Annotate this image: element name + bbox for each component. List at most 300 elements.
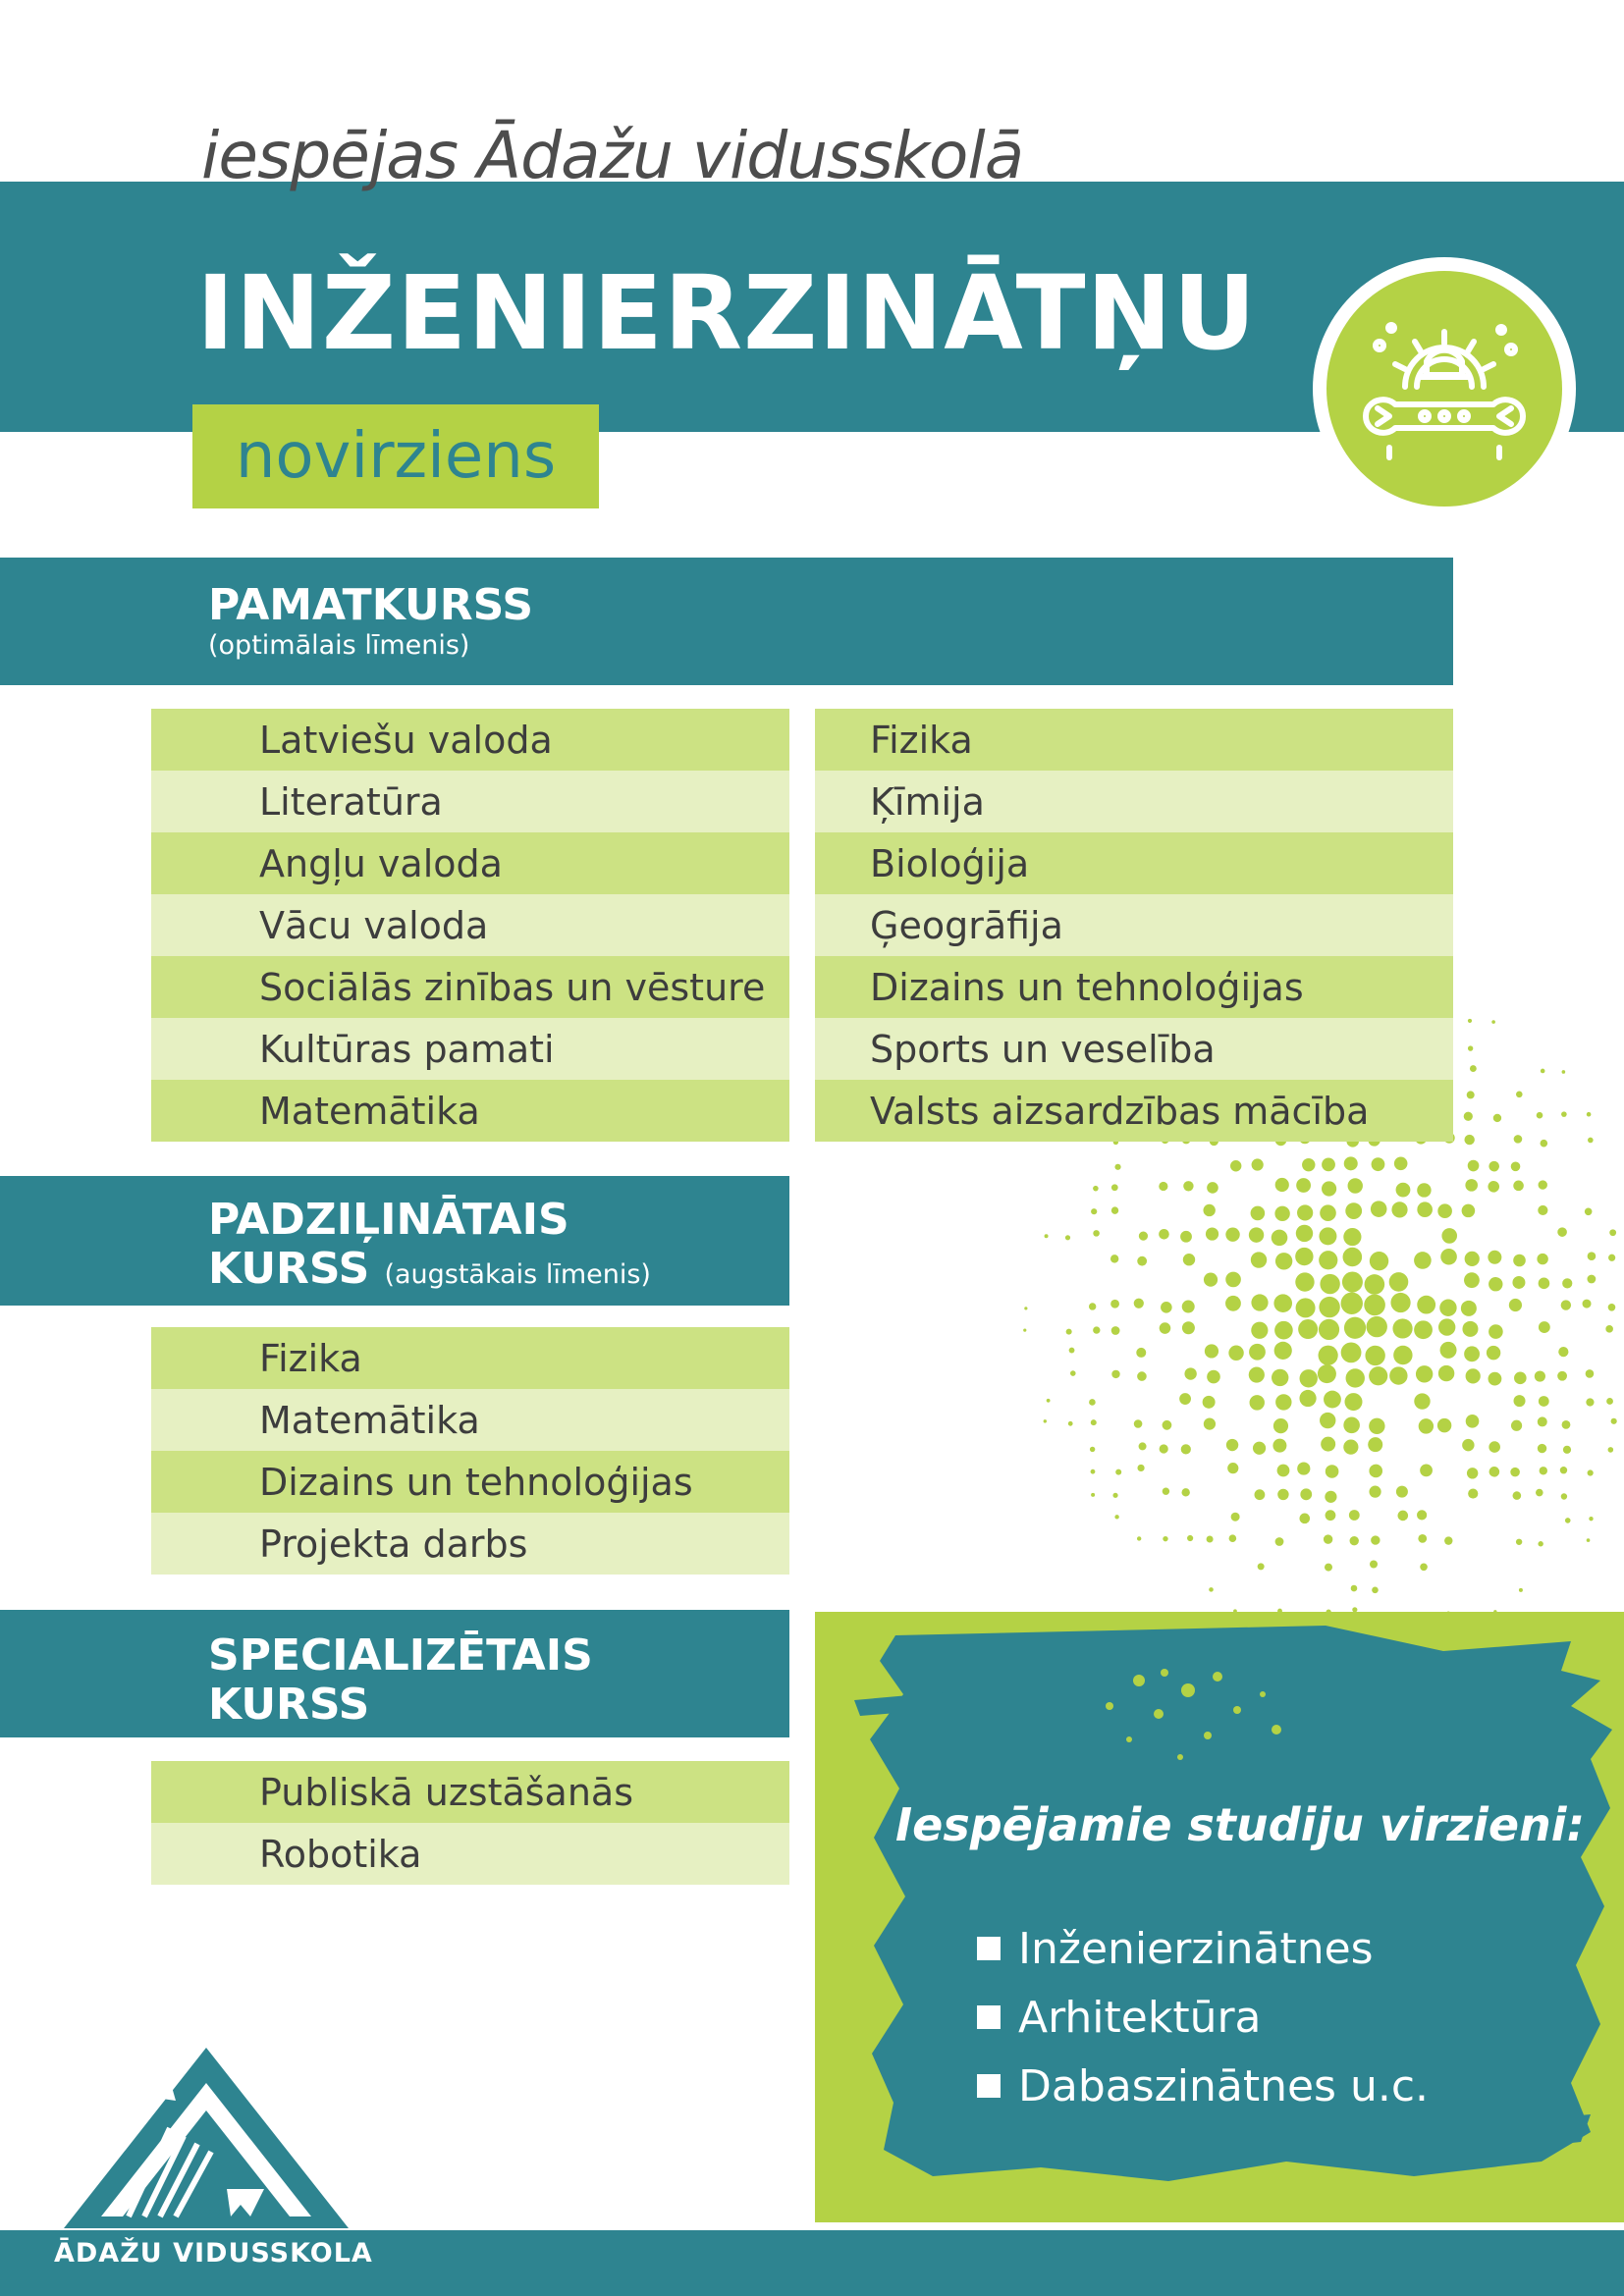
halftone-dot bbox=[1557, 1371, 1567, 1381]
halftone-dot bbox=[1488, 1251, 1501, 1264]
halftone-dot bbox=[1206, 1227, 1218, 1240]
list-item: Fizika bbox=[151, 1327, 789, 1389]
list-item: Fizika bbox=[815, 709, 1453, 771]
list-item: Dizains un tehnoloģijas bbox=[151, 1451, 789, 1513]
school-triangle-logo bbox=[54, 2042, 358, 2228]
specialized-course-title-line1: SPECIALIZĒTAIS bbox=[208, 1630, 593, 1681]
halftone-dot bbox=[1514, 1135, 1523, 1144]
halftone-dot bbox=[1537, 1254, 1547, 1264]
halftone-dot bbox=[1516, 1092, 1523, 1098]
halftone-dot bbox=[1587, 1538, 1591, 1542]
halftone-dot bbox=[1562, 1070, 1566, 1074]
halftone-dot bbox=[1489, 1161, 1499, 1172]
halftone-dot bbox=[1565, 1518, 1571, 1523]
halftone-dot bbox=[1047, 1399, 1051, 1403]
halftone-dot bbox=[1163, 1488, 1169, 1495]
halftone-dot bbox=[1319, 1297, 1339, 1317]
halftone-dot bbox=[1416, 1365, 1433, 1382]
halftone-dot bbox=[1319, 1251, 1337, 1269]
halftone-dot bbox=[1111, 1206, 1118, 1213]
halftone-dot bbox=[1274, 1206, 1289, 1221]
halftone-dot bbox=[1139, 1232, 1148, 1241]
list-item: Dizains un tehnoloģijas bbox=[815, 956, 1453, 1018]
halftone-dot bbox=[1091, 1469, 1096, 1474]
halftone-dot bbox=[1420, 1465, 1433, 1477]
halftone-dot bbox=[1093, 1186, 1099, 1192]
halftone-dot bbox=[1068, 1421, 1073, 1426]
halftone-dot bbox=[1231, 1513, 1240, 1522]
halftone-dot bbox=[1161, 1302, 1172, 1313]
halftone-dot bbox=[1420, 1563, 1428, 1571]
specialized-course-header bbox=[0, 1610, 789, 1737]
halftone-dot bbox=[1023, 1329, 1026, 1332]
halftone-dot bbox=[1273, 1418, 1288, 1433]
halftone-dot bbox=[1112, 1493, 1117, 1498]
halftone-dot bbox=[1091, 1493, 1095, 1497]
list-item: Kultūras pamati bbox=[151, 1018, 789, 1080]
halftone-dot bbox=[1093, 1230, 1100, 1237]
halftone-dot bbox=[1203, 1396, 1216, 1409]
halftone-dot bbox=[1324, 1391, 1341, 1409]
halftone-dot bbox=[1296, 1298, 1316, 1317]
square-bullet-icon bbox=[977, 2074, 1001, 2098]
halftone-dot bbox=[1253, 1442, 1266, 1455]
halftone-dot bbox=[1389, 1366, 1407, 1384]
halftone-dot bbox=[1298, 1319, 1318, 1339]
halftone-dot bbox=[1367, 1316, 1387, 1337]
halftone-dot bbox=[1326, 1465, 1339, 1478]
halftone-dot bbox=[1516, 1539, 1522, 1545]
halftone-dot bbox=[1341, 1342, 1362, 1362]
halftone-dot bbox=[1350, 1536, 1359, 1545]
halftone-dot bbox=[1538, 1541, 1543, 1546]
list-item: Publiskā uzstāšanās bbox=[151, 1761, 789, 1823]
halftone-dot bbox=[1487, 1346, 1500, 1360]
halftone-dot bbox=[1163, 1420, 1172, 1430]
halftone-dot bbox=[1344, 1393, 1362, 1411]
square-bullet-icon bbox=[977, 1937, 1001, 1960]
halftone-dot bbox=[1439, 1300, 1456, 1316]
halftone-dot bbox=[1541, 1140, 1548, 1148]
halftone-dot bbox=[1115, 1469, 1121, 1475]
halftone-dot bbox=[1513, 1181, 1524, 1192]
halftone-dot bbox=[1322, 1157, 1335, 1171]
halftone-dot bbox=[1372, 1587, 1379, 1594]
halftone-dot bbox=[1585, 1207, 1593, 1215]
halftone-dot bbox=[1325, 1491, 1336, 1503]
halftone-dot bbox=[1134, 1419, 1143, 1428]
list-item: Projekta darbs bbox=[151, 1513, 789, 1575]
list-item: Latviešu valoda bbox=[151, 709, 789, 771]
halftone-dot bbox=[1586, 1369, 1595, 1378]
halftone-dot bbox=[1512, 1276, 1525, 1289]
halftone-dot bbox=[1539, 1321, 1550, 1333]
halftone-dot bbox=[1111, 1184, 1118, 1191]
halftone-dot bbox=[1251, 1322, 1268, 1339]
list-item: Matemātika bbox=[151, 1080, 789, 1142]
halftone-dot bbox=[1089, 1303, 1096, 1309]
halftone-dot bbox=[1537, 1112, 1543, 1119]
halftone-dot bbox=[1319, 1346, 1338, 1365]
halftone-dot bbox=[1588, 1138, 1594, 1144]
halftone-dot bbox=[1467, 1091, 1475, 1098]
halftone-dot bbox=[1540, 1467, 1547, 1474]
halftone-dot bbox=[1258, 1563, 1265, 1570]
halftone-dot bbox=[1468, 1488, 1478, 1498]
halftone-dot bbox=[1372, 1157, 1385, 1171]
halftone-dot bbox=[1417, 1201, 1433, 1217]
halftone-dot bbox=[1465, 1252, 1480, 1266]
halftone-dot bbox=[1182, 1301, 1195, 1313]
halftone-dot bbox=[1341, 1293, 1363, 1314]
halftone-dot bbox=[1489, 1324, 1503, 1339]
halftone-dot bbox=[1296, 1225, 1313, 1242]
halftone-dot bbox=[1181, 1444, 1191, 1454]
halftone-dot bbox=[1275, 1537, 1284, 1546]
halftone-dot bbox=[1437, 1203, 1452, 1218]
halftone-dot bbox=[1589, 1517, 1593, 1521]
halftone-dot bbox=[1134, 1299, 1144, 1308]
halftone-dot bbox=[1275, 1394, 1291, 1410]
halftone-dot bbox=[1091, 1208, 1097, 1214]
page-subtitle: iespējas Ādažu vidusskolā bbox=[201, 118, 1024, 193]
direction-tag: novirziens bbox=[192, 404, 599, 508]
halftone-dot bbox=[1511, 1162, 1521, 1172]
halftone-dot bbox=[1538, 1205, 1547, 1215]
halftone-dot bbox=[1417, 1183, 1431, 1197]
square-bullet-icon bbox=[977, 2005, 1001, 2029]
halftone-dot bbox=[1204, 1417, 1216, 1429]
halftone-dot bbox=[1608, 1304, 1616, 1311]
halftone-dot bbox=[1588, 1252, 1597, 1260]
halftone-dot bbox=[1277, 1465, 1290, 1477]
halftone-dot bbox=[1467, 1468, 1478, 1478]
halftone-dot bbox=[1070, 1370, 1076, 1376]
halftone-dot bbox=[1184, 1367, 1196, 1379]
halftone-dot bbox=[1299, 1514, 1310, 1524]
halftone-dot bbox=[1160, 1322, 1171, 1334]
halftone-dot bbox=[1419, 1418, 1434, 1433]
list-item bbox=[977, 1983, 1429, 2052]
halftone-dot bbox=[1558, 1347, 1568, 1357]
halftone-dot bbox=[1369, 1366, 1387, 1385]
halftone-dot bbox=[1563, 1446, 1571, 1454]
halftone-dot bbox=[1114, 1164, 1120, 1170]
halftone-dot bbox=[1159, 1182, 1167, 1191]
halftone-dot bbox=[1137, 1256, 1147, 1266]
halftone-dot bbox=[1538, 1416, 1547, 1426]
halftone-dot bbox=[1536, 1489, 1543, 1497]
halftone-dot bbox=[1438, 1365, 1454, 1381]
halftone-dot bbox=[1514, 1372, 1527, 1385]
halftone-dot bbox=[1300, 1369, 1318, 1387]
halftone-dot bbox=[1320, 1413, 1335, 1428]
halftone-dot bbox=[1489, 1467, 1500, 1477]
halftone-dot bbox=[1390, 1293, 1410, 1312]
halftone-dot bbox=[1089, 1399, 1096, 1406]
halftone-dot bbox=[1371, 1201, 1387, 1217]
halftone-dot bbox=[1349, 1510, 1360, 1521]
halftone-dot bbox=[1228, 1346, 1243, 1361]
halftone-dot bbox=[1396, 1486, 1408, 1498]
halftone-dot bbox=[1110, 1300, 1119, 1308]
list-item: Vācu valoda bbox=[151, 894, 789, 956]
study-directions-title: Iespējamie studiju virzieni: bbox=[895, 1798, 1585, 1851]
halftone-dot bbox=[1249, 1344, 1266, 1361]
halftone-dot bbox=[1606, 1398, 1613, 1405]
halftone-dot bbox=[1207, 1370, 1220, 1384]
halftone-dot bbox=[1461, 1301, 1477, 1316]
halftone-dot bbox=[1539, 1396, 1549, 1407]
halftone-dot bbox=[1137, 1465, 1144, 1471]
halftone-dot bbox=[1605, 1325, 1613, 1333]
halftone-dot bbox=[1539, 1278, 1550, 1290]
halftone-dot bbox=[1414, 1252, 1432, 1269]
halftone-dot bbox=[1541, 1069, 1545, 1074]
halftone-dot bbox=[1139, 1442, 1147, 1450]
basic-course-list-right bbox=[815, 709, 1453, 1142]
basic-course-header bbox=[0, 558, 1453, 685]
halftone-dot bbox=[1065, 1235, 1070, 1240]
halftone-dot bbox=[1205, 1344, 1218, 1358]
halftone-dot bbox=[1346, 1368, 1365, 1387]
halftone-dot bbox=[1299, 1390, 1316, 1407]
halftone-dot bbox=[1560, 1467, 1567, 1473]
halftone-dot bbox=[1225, 1296, 1241, 1311]
halftone-dot bbox=[1370, 1561, 1378, 1569]
halftone-dot bbox=[1489, 1277, 1502, 1291]
halftone-dot bbox=[1295, 1272, 1314, 1291]
halftone-dot bbox=[1275, 1253, 1292, 1269]
halftone-dot bbox=[1183, 1254, 1195, 1265]
halftone-dot bbox=[1182, 1321, 1195, 1334]
halftone-dot bbox=[1393, 1346, 1412, 1364]
halftone-dot bbox=[1370, 1252, 1388, 1270]
halftone-dot bbox=[1365, 1346, 1384, 1365]
halftone-dot bbox=[1468, 1160, 1480, 1172]
halftone-dot bbox=[1609, 1229, 1616, 1236]
list-item: Ķīmija bbox=[815, 771, 1453, 832]
halftone-dot bbox=[1163, 1536, 1167, 1541]
halftone-dot bbox=[1274, 1342, 1292, 1360]
halftone-dot bbox=[1320, 1274, 1339, 1294]
study-directions-list bbox=[977, 1914, 1429, 2120]
halftone-dot bbox=[1187, 1535, 1193, 1541]
school-name: ĀDAŽU VIDUSSKOLA bbox=[54, 2238, 373, 2269]
halftone-dot bbox=[1371, 1535, 1380, 1544]
list-item: Matemātika bbox=[151, 1389, 789, 1451]
halftone-dot bbox=[1587, 1112, 1592, 1117]
halftone-dot bbox=[1351, 1585, 1358, 1592]
halftone-dot bbox=[1392, 1318, 1412, 1338]
halftone-dot bbox=[1069, 1348, 1075, 1354]
halftone-dot bbox=[1110, 1255, 1118, 1262]
halftone-dot bbox=[1466, 1368, 1481, 1383]
advanced-course-note: (augstākais līmenis) bbox=[384, 1259, 651, 1290]
halftone-dot bbox=[1389, 1272, 1409, 1292]
halftone-dot bbox=[1369, 1465, 1382, 1478]
halftone-dot bbox=[1513, 1255, 1526, 1267]
halftone-dot bbox=[1489, 1441, 1500, 1453]
halftone-dot bbox=[1365, 1274, 1385, 1295]
list-item: Sports un veselība bbox=[815, 1018, 1453, 1080]
list-item: Literatūra bbox=[151, 771, 789, 832]
list-item: Ģeogrāfija bbox=[815, 894, 1453, 956]
halftone-dot bbox=[1179, 1393, 1191, 1405]
halftone-dot bbox=[1275, 1178, 1289, 1192]
specialized-course-title-line2: KURSS bbox=[208, 1680, 370, 1730]
halftone-dot bbox=[1557, 1227, 1567, 1237]
halftone-dot bbox=[1464, 1135, 1474, 1145]
halftone-dot bbox=[1249, 1227, 1264, 1242]
halftone-dot bbox=[1468, 1019, 1472, 1023]
halftone-dot bbox=[1111, 1370, 1119, 1378]
halftone-dot bbox=[1464, 1272, 1480, 1288]
halftone-dot bbox=[1024, 1307, 1027, 1309]
advanced-course-list bbox=[151, 1327, 789, 1575]
halftone-dot bbox=[1514, 1395, 1526, 1407]
halftone-dot bbox=[1465, 1179, 1478, 1192]
halftone-dot bbox=[1320, 1204, 1336, 1221]
halftone-dot bbox=[1441, 1228, 1457, 1244]
advanced-course-title-line1: PADZIĻINĀTAIS bbox=[208, 1195, 569, 1245]
halftone-dot bbox=[1369, 1486, 1380, 1498]
halftone-dot bbox=[1321, 1437, 1335, 1452]
advanced-course-title-line2: KURSS bbox=[208, 1244, 370, 1294]
halftone-dot bbox=[1203, 1204, 1215, 1216]
halftone-dot bbox=[1273, 1294, 1292, 1312]
halftone-dot bbox=[1588, 1469, 1594, 1475]
halftone-dot bbox=[1204, 1273, 1218, 1287]
halftone-dot bbox=[1181, 1488, 1189, 1496]
halftone-dot bbox=[1391, 1201, 1407, 1217]
halftone-dot bbox=[1368, 1437, 1382, 1452]
halftone-dot bbox=[1414, 1393, 1430, 1409]
halftone-dot bbox=[1440, 1342, 1457, 1359]
halftone-dot bbox=[1183, 1181, 1193, 1191]
halftone-dot bbox=[1491, 1020, 1495, 1024]
halftone-dot bbox=[1583, 1300, 1592, 1308]
halftone-dot bbox=[1093, 1326, 1100, 1333]
halftone-dot bbox=[1396, 1183, 1411, 1198]
halftone-dot bbox=[1045, 1234, 1049, 1238]
halftone-dot bbox=[1538, 1444, 1546, 1453]
study-direction-label: Arhitektūra bbox=[1018, 1992, 1262, 2043]
halftone-dot bbox=[1251, 1206, 1266, 1221]
halftone-dot bbox=[1160, 1444, 1168, 1453]
halftone-dot bbox=[1444, 1536, 1452, 1544]
list-item bbox=[977, 1914, 1429, 1983]
halftone-dot bbox=[1325, 1564, 1332, 1572]
halftone-dot bbox=[1611, 1418, 1617, 1424]
halftone-dot bbox=[1414, 1320, 1433, 1339]
halftone-dot bbox=[1586, 1398, 1594, 1406]
halftone-dot bbox=[1562, 1278, 1572, 1288]
halftone-dot bbox=[1510, 1468, 1520, 1477]
halftone-dot bbox=[1369, 1418, 1384, 1434]
halftone-dot bbox=[1398, 1511, 1409, 1522]
halftone-dot bbox=[1489, 1372, 1502, 1386]
halftone-dot bbox=[1324, 1534, 1332, 1543]
list-item: Bioloģija bbox=[815, 832, 1453, 894]
halftone-dot bbox=[1066, 1329, 1072, 1335]
halftone-dot bbox=[1302, 1158, 1315, 1171]
halftone-dot bbox=[1091, 1419, 1097, 1425]
halftone-dot bbox=[1136, 1348, 1146, 1358]
halftone-dot bbox=[1511, 1420, 1522, 1431]
halftone-dot bbox=[1252, 1158, 1264, 1170]
list-item: Angļu valoda bbox=[151, 832, 789, 894]
halftone-dot bbox=[1464, 1112, 1473, 1121]
halftone-dot bbox=[1137, 1536, 1141, 1540]
halftone-dot bbox=[1561, 1111, 1567, 1117]
halftone-dot bbox=[1277, 1489, 1288, 1500]
halftone-dot bbox=[1519, 1588, 1523, 1592]
halftone-dot bbox=[1090, 1447, 1095, 1452]
halftone-dot bbox=[1295, 1248, 1313, 1265]
halftone-dot bbox=[1230, 1160, 1241, 1171]
list-item bbox=[977, 2052, 1429, 2120]
halftone-dot bbox=[1250, 1395, 1265, 1410]
halftone-dot bbox=[1440, 1249, 1457, 1265]
halftone-dot bbox=[1462, 1439, 1474, 1451]
halftone-dot bbox=[1608, 1447, 1614, 1453]
halftone-dot bbox=[1488, 1181, 1499, 1193]
study-direction-label: Dabaszinātnes u.c. bbox=[1018, 2060, 1429, 2111]
halftone-dot bbox=[1249, 1366, 1265, 1382]
halftone-dot bbox=[1343, 1440, 1358, 1455]
halftone-dot bbox=[1509, 1299, 1522, 1311]
halftone-dot bbox=[1466, 1415, 1480, 1428]
halftone-dot bbox=[1348, 1178, 1363, 1193]
halftone-dot bbox=[1207, 1536, 1214, 1543]
halftone-dot bbox=[1342, 1272, 1363, 1293]
halftone-dot bbox=[1137, 1371, 1147, 1381]
halftone-dot bbox=[1272, 1369, 1288, 1386]
halftone-dot bbox=[1297, 1204, 1313, 1220]
halftone-dot bbox=[1343, 1228, 1361, 1246]
halftone-dot bbox=[1272, 1439, 1286, 1453]
halftone-dot bbox=[1300, 1488, 1312, 1500]
specialized-course-list bbox=[151, 1761, 789, 1885]
halftone-dot bbox=[1470, 1065, 1477, 1072]
halftone-dot bbox=[1535, 1370, 1545, 1381]
halftone-dot bbox=[1319, 1319, 1339, 1340]
halftone-dot bbox=[1438, 1318, 1455, 1335]
halftone-dot bbox=[1226, 1439, 1238, 1451]
halftone-dot bbox=[1437, 1418, 1451, 1432]
halftone-dot bbox=[1394, 1157, 1408, 1171]
halftone-dot bbox=[1417, 1296, 1435, 1314]
halftone-dot bbox=[1462, 1204, 1476, 1218]
halftone-dot bbox=[1318, 1364, 1336, 1383]
halftone-dot bbox=[1229, 1534, 1237, 1542]
halftone-dot bbox=[1180, 1231, 1192, 1243]
halftone-dot bbox=[1255, 1489, 1266, 1500]
page-title: INŽENIERZINĀTŅU bbox=[196, 253, 1258, 373]
halftone-dot bbox=[1297, 1462, 1310, 1474]
halftone-dot bbox=[1225, 1272, 1241, 1288]
halftone-dot bbox=[1417, 1510, 1427, 1520]
halftone-dot bbox=[1227, 1463, 1238, 1473]
halftone-dot bbox=[1251, 1252, 1267, 1267]
halftone-dot bbox=[1159, 1229, 1169, 1240]
halftone-dot bbox=[1114, 1515, 1118, 1519]
halftone-dot bbox=[1343, 1248, 1363, 1267]
halftone-dot bbox=[1539, 1180, 1547, 1189]
halftone-dot bbox=[1343, 1417, 1360, 1434]
halftone-dot bbox=[1561, 1300, 1571, 1309]
